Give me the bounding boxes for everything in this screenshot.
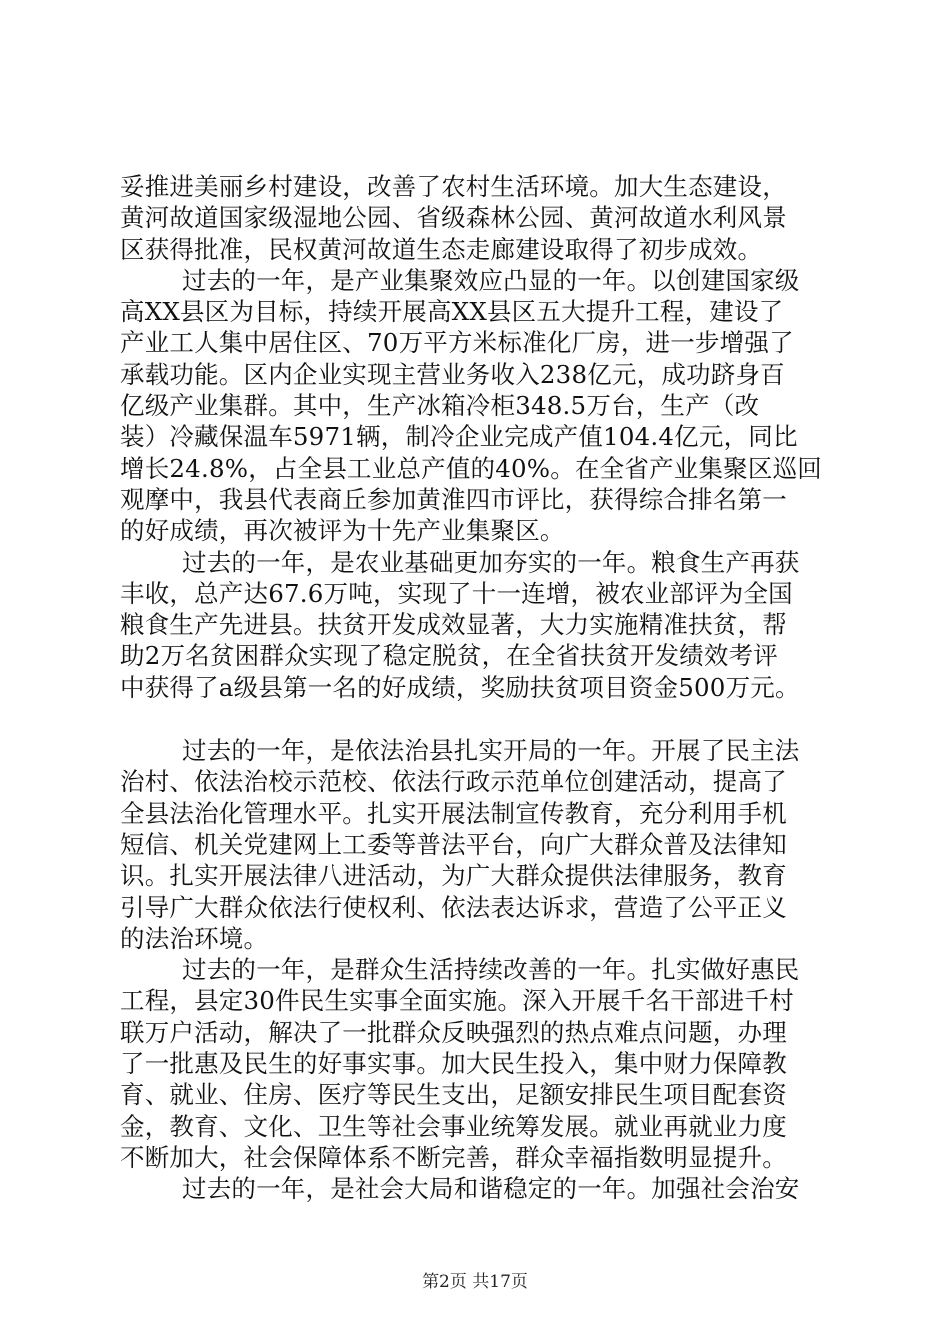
text-line: 治村、依法治校示范校、依法行政示范单位创建活动，提高了	[120, 767, 787, 797]
paragraph-gap	[120, 703, 840, 735]
text-line: 助2万名贫困群众实现了稳定脱贫，在全省扶贫开发绩效考评	[120, 641, 778, 671]
text-line: 工程，县定30件民生实事全面实施。深入开展千名干部进千村	[120, 986, 794, 1016]
text-line: 高XX县区为目标，持续开展高XX县区五大提升工程，建设了	[120, 297, 784, 327]
text-line: 丰收，总产达67.6万吨，实现了十一连增，被农业部评为全国	[120, 578, 793, 608]
text-line: 联万户活动，解决了一批群众反映强烈的热点难点问题，办理	[120, 1017, 787, 1047]
text-line: 黄河故道国家级湿地公园、省级森林公园、黄河故道水利风景	[120, 203, 787, 233]
text-line: 全县法治化管理水平。扎实开展法制宣传教育，充分利用手机	[120, 798, 787, 828]
text-line: 增长24.8%，占全县工业总产值的40%。在全省产业集聚区巡回	[120, 453, 822, 483]
text-line: 中获得了a级县第一名的好成绩，奖励扶贫项目资金500万元。	[120, 672, 800, 702]
text-line: 亿级产业集群。其中，生产冰箱冷柜348.5万台，生产（改	[120, 391, 760, 421]
paragraph-first-line: 过去的一年，是依法治县扎实开局的一年。开展了民主法	[182, 736, 800, 766]
document-body	[120, 171, 840, 1205]
text-line: 金，教育、文化、卫生等社会事业统筹发展。就业再就业力度	[120, 1111, 787, 1141]
text-line: 产业工人集中居住区、70万平方米标准化厂房，进一步增强了	[120, 328, 794, 358]
text-line: 不断加大，社会保障体系不断完善，群众幸福指数明显提升。	[120, 1142, 787, 1172]
paragraph-first-line: 过去的一年，是产业集聚效应凸显的一年。以创建国家级	[182, 265, 800, 295]
paragraph-first-line: 过去的一年，是社会大局和谐稳定的一年。加强社会治安	[182, 1174, 800, 1204]
text-line: 承载功能。区内企业实现主营业务收入238亿元，成功跻身百	[120, 359, 785, 389]
text-line: 识。扎实开展法律八进活动，为广大群众提供法律服务，教育	[120, 861, 787, 891]
text-line: 粮食生产先进县。扶贫开发成效显著，大力实施精准扶贫，帮	[120, 610, 787, 640]
text-line: 育、就业、住房、医疗等民生支出，足额安排民生项目配套资	[120, 1080, 787, 1110]
text-line: 短信、机关党建网上工委等普法平台，向广大群众普及法律知	[120, 829, 787, 859]
text-line: 观摩中，我县代表商丘参加黄淮四市评比，获得综合排名第一	[120, 484, 787, 514]
text-line: 的好成绩，再次被评为十先产业集聚区。	[120, 516, 565, 546]
text-line: 了一批惠及民生的好事实事。加大民生投入，集中财力保障教	[120, 1049, 787, 1079]
paragraph-first-line: 过去的一年，是群众生活持续改善的一年。扎实做好惠民	[182, 955, 800, 985]
text-line: 的法治环境。	[120, 923, 269, 953]
page-footer	[0, 1271, 950, 1293]
text-line: 引导广大群众依法行使权利、依法表达诉求，营造了公平正义	[120, 892, 787, 922]
text-line: 妥推进美丽乡村建设，改善了农村生活环境。加大生态建设，	[120, 172, 787, 201]
page-number-label: 第2页 共17页	[422, 1272, 528, 1292]
paragraph-first-line: 过去的一年，是农业基础更加夯实的一年。粮食生产再获	[182, 547, 800, 577]
text-line: 区获得批准，民权黄河故道生态走廊建设取得了初步成效。	[120, 234, 763, 264]
text-line: 装）冷藏保温车5971辆，制冷企业完成产值104.4亿元，同比	[120, 422, 798, 452]
